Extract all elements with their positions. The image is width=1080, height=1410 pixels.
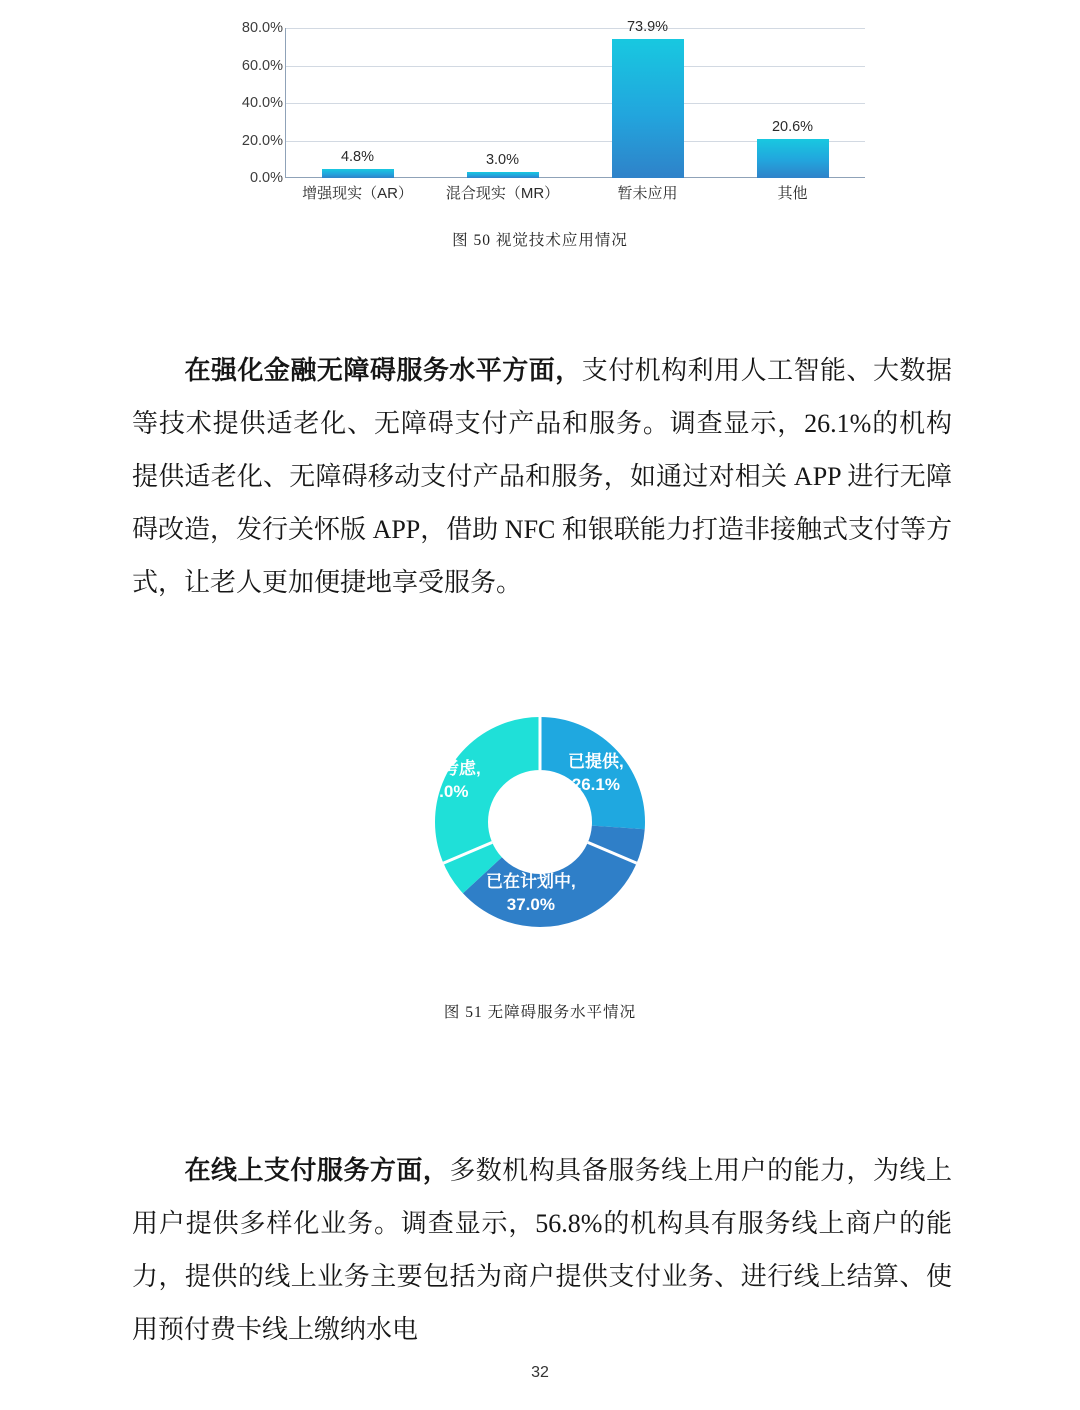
x-tick-label-mr: 混合现实（MR） bbox=[445, 185, 560, 202]
donut-label-planned-value: 37.0% bbox=[506, 895, 555, 914]
donut-label-provided-text: 已提供, bbox=[568, 752, 624, 771]
y-tick-label-20: 20.0% bbox=[241, 132, 283, 149]
donut-svg bbox=[390, 672, 690, 972]
donut-label-notyet-value: 37.0% bbox=[420, 782, 469, 801]
bar-value-label-other: 20.6% bbox=[771, 119, 814, 135]
bar-series bbox=[285, 19, 865, 178]
paragraph-accessibility bbox=[132, 344, 952, 609]
bar-chart-figure-50 bbox=[195, 10, 885, 215]
donut-label-notyet bbox=[408, 757, 481, 803]
bar-value-label-mr: 3.0% bbox=[485, 152, 520, 168]
bar-none bbox=[612, 39, 684, 178]
x-tick-label-none: 暂未应用 bbox=[617, 185, 678, 202]
page-number: 32 bbox=[531, 1364, 549, 1381]
donut-label-planned bbox=[486, 870, 576, 916]
bar-other bbox=[757, 139, 829, 178]
bar-column-none bbox=[575, 19, 720, 178]
bar-value-label-none: 73.9% bbox=[626, 19, 669, 35]
x-axis-labels bbox=[285, 182, 865, 203]
donut-chart-figure-51 bbox=[0, 672, 1080, 982]
y-tick-label-0: 0.0% bbox=[249, 170, 283, 186]
x-tick-label-other: 其他 bbox=[777, 185, 808, 202]
x-tick-label-ar: 增强现实（AR） bbox=[302, 185, 413, 202]
y-tick-label-60: 60.0% bbox=[241, 57, 283, 74]
paragraph2-lead: 在线上支付服务方面， bbox=[184, 1156, 450, 1185]
bar-mr bbox=[467, 172, 539, 178]
paragraph1-rest: 支付机构利用人工智能、大数据等技术提供适老化、无障碍支付产品和服务。调查显示，26.1%的机构提供适老化、无障碍移动支付产品和服务，如通过对相关 APP 进行无障碍改造，发行关怀版 APP，借助 NFC 和银联能力打造非接触式支付等方式，让老人更加便捷地享受服务。 bbox=[132, 356, 952, 597]
figure-51-caption: 图 51 无障碍服务水平情况 bbox=[443, 1004, 637, 1021]
figure-50-caption: 图 50 视觉技术应用情况 bbox=[452, 232, 628, 249]
bar-column-other bbox=[720, 28, 865, 178]
bar-chart-canvas bbox=[195, 10, 885, 215]
donut-label-planned-text: 已在计划中, bbox=[486, 872, 576, 891]
bar-value-label-ar: 4.8% bbox=[340, 149, 375, 165]
donut-chart-canvas bbox=[390, 672, 690, 972]
donut-label-provided-value: 26.1% bbox=[571, 775, 620, 794]
donut-label-provided bbox=[568, 750, 624, 796]
donut-label-notyet-text: 尚未考虑, bbox=[408, 759, 481, 778]
paragraph-online-payment bbox=[132, 1144, 952, 1356]
bar-column-ar bbox=[285, 28, 430, 178]
bar-ar bbox=[322, 169, 394, 178]
y-tick-label-80: 80.0% bbox=[241, 20, 283, 36]
paragraph2-rest: 多数机构具备服务线上用户的能力，为线上用户提供多样化业务。调查显示，56.8%的机构具有服务线上商户的能力，提供的线上业务主要包括为商户提供支付业务、进行线上结算、使用预付费卡线上缴纳水电 bbox=[132, 1156, 952, 1344]
y-tick-label-40: 40.0% bbox=[241, 95, 283, 111]
paragraph1-lead: 在强化金融无障碍服务水平方面， bbox=[184, 356, 582, 385]
bar-column-mr bbox=[430, 28, 575, 178]
